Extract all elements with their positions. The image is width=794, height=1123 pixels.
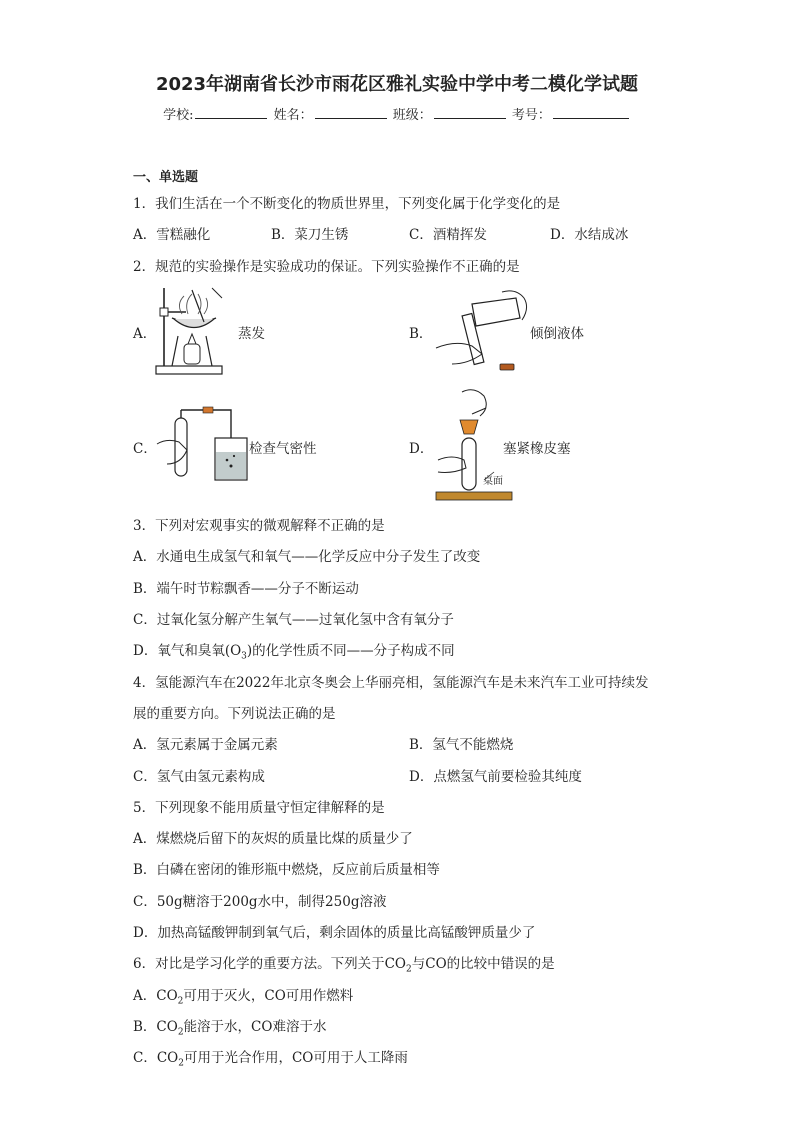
q2-option-d-letter: D． [409,441,434,457]
number-label: 考号： [511,108,551,123]
desk-label: 桌面 [483,476,503,487]
number-blank [553,106,629,119]
class-label: 班级： [392,108,432,123]
q3-option-d: D．氧气和臭氧$(O_3)$的化学性质不同——分子构成不同 [133,643,455,662]
page-title: 2023年湖南省长沙市雨花区雅礼实验中学中考二模化学试题 [155,74,639,95]
name-blank [315,106,387,119]
pouring-liquid-figure [432,288,532,374]
school-blank [195,106,267,119]
q3-option-a: A．水通电生成氢气和氧气——化学反应中分子发生了改变 [133,549,481,565]
q6-option-c: C．$CO_2$可用于光合作用，CO可用于人工降雨 [133,1050,408,1069]
q5-option-c: C．50g糖溶于200g水中，制得250g溶液 [133,894,387,910]
q2-option-a-letter: A． [133,326,157,342]
q3-option-b: B．端午时节粽飘香——分子不断运动 [133,581,359,597]
q4-option-c: C．氢气由氢元素构成 [133,769,265,785]
q2-option-a-label: 蒸发 [238,326,265,342]
q4-option-a: A．氢元素属于金属元素 [133,737,278,753]
evaporation-apparatus-figure [152,284,232,378]
name-label: 姓名： [273,108,313,123]
q2-option-c-label: 检查气密性 [249,441,317,457]
student-info-line [0,104,794,123]
q1-option-a: A．雪糕融化 [133,227,211,243]
airtightness-check-figure [155,404,251,484]
q3-option-c: C．过氧化氢分解产生氧气——过氧化氢中含有氧分子 [133,612,454,628]
question-4-stem-line1: 4．氢能源汽车在2022年北京冬奥会上华丽亮相，氢能源汽车是未来汽车工业可持续发 [133,675,649,691]
q5-option-d: D．加热高锰酸钾制到氧气后，剩余固体的质量比高锰酸钾质量少了 [133,925,536,941]
school-label: 学校: [163,108,194,123]
q6-option-a: A．$CO_2$可用于灭火，CO可用作燃料 [133,988,354,1007]
class-blank [434,106,506,119]
q2-option-c-letter: C． [133,441,157,457]
question-1-stem: 1．我们生活在一个不断变化的物质世界里，下列变化属于化学变化的是 [133,196,561,212]
section-heading: 一、单选题 [133,170,199,185]
q6-option-b: B．$CO_2$能溶于水，CO难溶于水 [133,1019,327,1038]
q2-option-b-letter: B． [409,326,433,342]
q5-option-b: B．白磷在密闭的锥形瓶中燃烧，反应前后质量相等 [133,862,440,878]
q1-option-d: D．水结成冰 [550,227,629,243]
q4-option-b: B．氢气不能燃烧 [409,737,514,753]
q1-option-c: C．酒精挥发 [409,227,487,243]
question-6-stem: 6．对比是学习化学的重要方法。下列关于$CO_2$与CO的比较中错误的是 [133,956,555,975]
q5-option-a: A．煤燃烧后留下的灰烬的质量比煤的质量少了 [133,831,413,847]
question-2-stem: 2．规范的实验操作是实验成功的保证。下列实验操作不正确的是 [133,259,520,275]
question-5-stem: 5．下列现象不能用质量守恒定律解释的是 [133,800,385,816]
q2-option-d-label: 塞紧橡皮塞 [503,441,571,457]
q4-option-d: D．点燃氢气前要检验其纯度 [409,769,582,785]
question-3-stem: 3．下列对宏观事实的微观解释不正确的是 [133,518,385,534]
question-4-stem-line2: 展的重要方向。下列说法正确的是 [133,706,336,722]
q1-option-b: B．菜刀生锈 [271,227,349,243]
q2-option-b-label: 倾倒液体 [530,326,584,342]
